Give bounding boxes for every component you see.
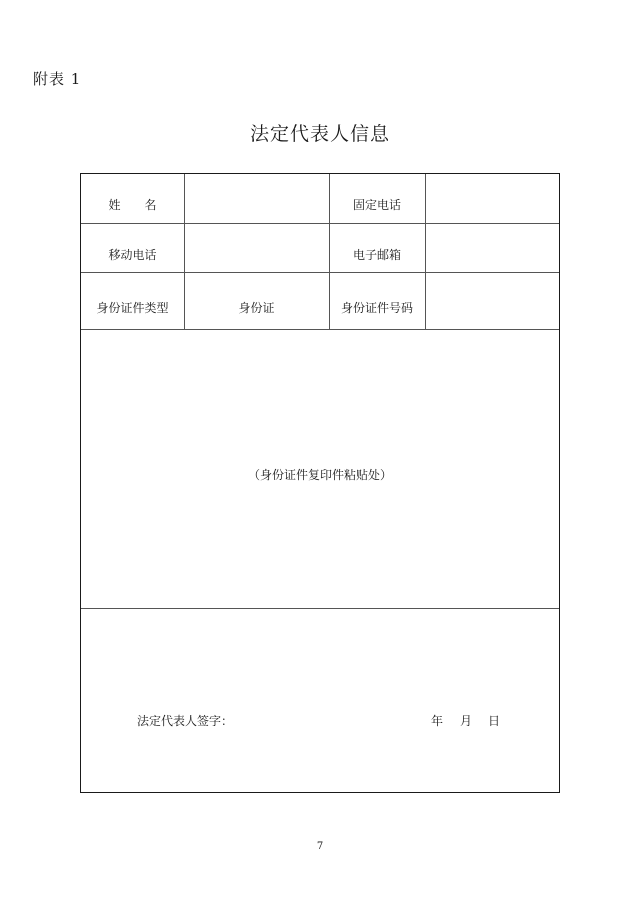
page-title: 法定代表人信息	[249, 123, 390, 145]
mobile-label: 移动电话	[108, 248, 157, 262]
date-month-label: 月	[460, 714, 473, 728]
date-day-label: 日	[488, 714, 501, 728]
date-year-label: 年	[431, 714, 444, 728]
email-label: 电子邮箱	[352, 248, 401, 262]
mobile-field[interactable]	[185, 224, 328, 271]
name-field[interactable]	[185, 174, 328, 222]
legal-representative-form	[80, 173, 560, 793]
landline-label: 固定电话	[352, 198, 401, 212]
email-field[interactable]	[426, 224, 559, 271]
annex-label: 附表 1	[33, 70, 82, 88]
id-number-field[interactable]	[426, 273, 559, 328]
name-label: 姓 名	[108, 198, 157, 212]
signature-label: 法定代表人签字：	[137, 714, 234, 728]
page-number: 7	[316, 841, 324, 852]
id-type-value: 身份证	[238, 301, 275, 315]
id-copy-placeholder: （身份证件复印件粘贴处）	[247, 468, 392, 482]
landline-field[interactable]	[426, 174, 559, 222]
signature-field[interactable]	[241, 694, 421, 734]
row-divider	[81, 608, 559, 609]
id-number-label: 身份证件号码	[340, 301, 413, 315]
id-type-label: 身份证件类型	[96, 301, 169, 315]
